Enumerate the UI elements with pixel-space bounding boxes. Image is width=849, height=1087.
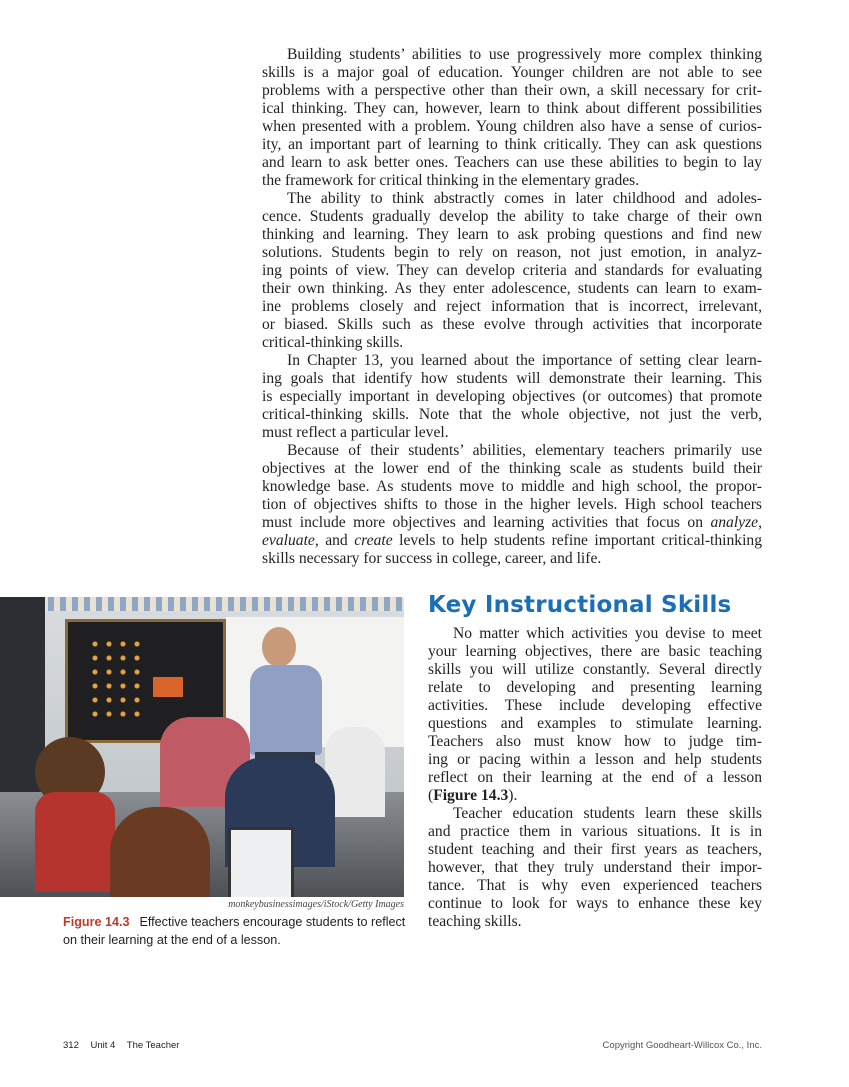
text-line bbox=[428, 625, 762, 643]
body-text bbox=[262, 46, 762, 568]
text-line bbox=[428, 895, 762, 913]
figure-caption bbox=[63, 913, 408, 949]
text-run: their own thinking. As they enter adolescence, students can learn to exam- bbox=[262, 280, 762, 297]
text-line bbox=[262, 262, 762, 280]
text-run: levels to help students refine important critical-thinking bbox=[392, 532, 763, 549]
text-run: continue to look for ways to enhance these key bbox=[428, 895, 762, 912]
text-line bbox=[262, 64, 762, 82]
text-line bbox=[262, 460, 762, 478]
text-run: and bbox=[318, 532, 355, 549]
text-run: skills is a major goal of education. Younger children are not able to see bbox=[262, 64, 762, 81]
text-run: is especially important in developing objectives (or outcomes) that promote bbox=[262, 388, 762, 405]
text-run: knowledge base. As students move to middle and high school, the propor- bbox=[262, 478, 762, 495]
text-run: must reflect a particular level. bbox=[262, 424, 449, 441]
text-line bbox=[262, 208, 762, 226]
footer-page-info bbox=[63, 1040, 188, 1051]
text-run: the framework for critical thinking in the elementary grades. bbox=[262, 172, 640, 189]
figure-label: Figure 14.3 bbox=[63, 915, 130, 929]
text-run: tance. That is why even experienced teachers bbox=[428, 877, 762, 894]
text-line bbox=[262, 424, 762, 442]
text-run: ( bbox=[428, 787, 434, 804]
text-run: solutions. Students begin to rely on reason, not just emotion, in analyz- bbox=[262, 244, 762, 261]
text-line bbox=[262, 298, 762, 316]
text-line bbox=[262, 388, 762, 406]
text-run: objectives at the lower end of the thinking scale as students build their bbox=[262, 460, 762, 477]
text-line bbox=[262, 136, 762, 154]
text-line bbox=[262, 46, 762, 64]
text-run: and practice them in various situations. It is in bbox=[428, 823, 762, 840]
student-hair bbox=[110, 807, 210, 897]
text-line bbox=[428, 733, 762, 751]
text-line bbox=[428, 841, 762, 859]
text-run: In Chapter 13, you learned about the importance of setting clear learn- bbox=[287, 352, 762, 369]
figure-caption-text: Effective teachers encourage students to reflect on their learning at the end of a lesson. bbox=[63, 915, 406, 947]
teacher-head bbox=[262, 627, 296, 667]
text-run: ing goals that identify how students will demonstrate their learning. This bbox=[262, 370, 762, 387]
text-run: No matter which activities you devise to meet bbox=[453, 625, 762, 642]
text-run: Teachers also must know how to judge tim- bbox=[428, 733, 762, 750]
text-run: must include more objectives and learning activities that focus on bbox=[262, 514, 711, 531]
paragraph bbox=[262, 46, 762, 190]
text-run: skills you will utilize constantly. Several directly bbox=[428, 661, 762, 678]
unit-title: The Teacher bbox=[126, 1040, 180, 1051]
text-run: evaluate, bbox=[262, 532, 319, 549]
text-run: The ability to think abstractly comes in later childhood and adoles- bbox=[287, 190, 762, 207]
text-run: student teaching and their first years as teachers, bbox=[428, 841, 762, 858]
text-line bbox=[262, 100, 762, 118]
text-line bbox=[262, 514, 762, 532]
text-run: and learn to ask better ones. Teachers can use these abilities to begin to lay bbox=[262, 154, 762, 171]
unit-label: Unit 4 bbox=[90, 1040, 116, 1051]
text-line bbox=[428, 715, 762, 733]
text-line bbox=[262, 190, 762, 208]
paragraph bbox=[428, 625, 762, 805]
text-line bbox=[262, 370, 762, 388]
text-line bbox=[428, 661, 762, 679]
text-line bbox=[262, 442, 762, 460]
text-run: Teacher education students learn these skills bbox=[453, 805, 762, 822]
text-line bbox=[428, 679, 762, 697]
text-line bbox=[262, 532, 762, 550]
copyright: Copyright Goodheart-Willcox Co., Inc. bbox=[602, 1040, 762, 1051]
text-line bbox=[262, 244, 762, 262]
text-line bbox=[428, 697, 762, 715]
text-line bbox=[428, 913, 762, 931]
text-run: problems with a perspective other than their own, a skill necessary for crit- bbox=[262, 82, 762, 99]
text-run: Building students’ abilities to use progressively more complex thinking bbox=[287, 46, 762, 63]
text-run: skills necessary for success in college, career, and life. bbox=[262, 550, 602, 567]
text-line bbox=[262, 280, 762, 298]
text-line bbox=[262, 154, 762, 172]
text-line bbox=[262, 82, 762, 100]
text-run: ity, an important part of learning to think critically. They can ask questions bbox=[262, 136, 762, 153]
text-line bbox=[262, 406, 762, 424]
text-run: cence. Students gradually develop the ability to take charge of their own bbox=[262, 208, 762, 225]
text-line bbox=[428, 859, 762, 877]
text-line bbox=[428, 877, 762, 895]
text-run: critical-thinking skills. Note that the whole objective, not just the verb, bbox=[262, 406, 762, 423]
text-line bbox=[428, 751, 762, 769]
student-shirt bbox=[35, 792, 115, 892]
text-run: ine problems closely and reject information that is incorrect, irrelevant, bbox=[262, 298, 762, 315]
text-run: your learning objectives, there are basic teaching bbox=[428, 643, 762, 660]
text-run: when presented with a problem. Young children also have a sense of curios- bbox=[262, 118, 762, 135]
text-line bbox=[428, 769, 762, 787]
text-run: activities. These include developing effective bbox=[428, 697, 762, 714]
section-text bbox=[428, 625, 762, 931]
text-line bbox=[262, 118, 762, 136]
paragraph bbox=[428, 805, 762, 931]
text-line bbox=[262, 550, 762, 568]
paragraph bbox=[262, 442, 762, 568]
text-run: however, that they truly understand their impor- bbox=[428, 859, 762, 876]
text-line bbox=[262, 316, 762, 334]
text-run: or biased. Skills such as these evolve through activities that incorporate bbox=[262, 316, 762, 333]
text-line bbox=[262, 172, 762, 190]
text-run: critical-thinking skills. bbox=[262, 334, 404, 351]
text-line bbox=[262, 478, 762, 496]
text-line bbox=[428, 823, 762, 841]
text-run: reflect on their learning at the end of a lesson bbox=[428, 769, 762, 786]
text-run: thinking and learning. They learn to ask probing questions and find new bbox=[262, 226, 762, 243]
paragraph bbox=[262, 352, 762, 442]
text-line bbox=[428, 805, 762, 823]
text-line bbox=[262, 496, 762, 514]
page-number: 312 bbox=[63, 1040, 79, 1051]
text-line bbox=[262, 334, 762, 352]
classroom-photo bbox=[0, 597, 404, 897]
text-run: tion of objectives shifts to those in the higher levels. High school teachers bbox=[262, 496, 762, 513]
text-run: Because of their students’ abilities, elementary teachers primarily use bbox=[287, 442, 762, 459]
paragraph bbox=[262, 190, 762, 352]
text-run: questions and examples to stimulate learning. bbox=[428, 715, 762, 732]
bunting-decoration bbox=[0, 597, 404, 611]
text-line bbox=[262, 226, 762, 244]
teacher-shirt bbox=[250, 665, 322, 755]
text-run: ing or pacing within a lesson and help students bbox=[428, 751, 762, 768]
photo-credit: monkeybusinessimages/iStock/Getty Images bbox=[228, 899, 404, 910]
text-line bbox=[262, 352, 762, 370]
text-line bbox=[428, 643, 762, 661]
laptop bbox=[228, 827, 294, 897]
section-heading: Key Instructional Skills bbox=[428, 592, 732, 618]
text-line bbox=[428, 787, 762, 805]
text-run: analyze, bbox=[710, 514, 762, 531]
text-run: create bbox=[354, 532, 393, 549]
text-run: relate to developing and presenting learning bbox=[428, 679, 762, 696]
text-run: ical thinking. They can, however, learn to think about different possibilities bbox=[262, 100, 762, 117]
text-run: Figure 14.3 bbox=[433, 787, 509, 804]
text-run: ing points of view. They can develop criteria and standards for evaluating bbox=[262, 262, 762, 279]
text-run: ). bbox=[508, 787, 518, 804]
text-run: teaching skills. bbox=[428, 913, 522, 930]
